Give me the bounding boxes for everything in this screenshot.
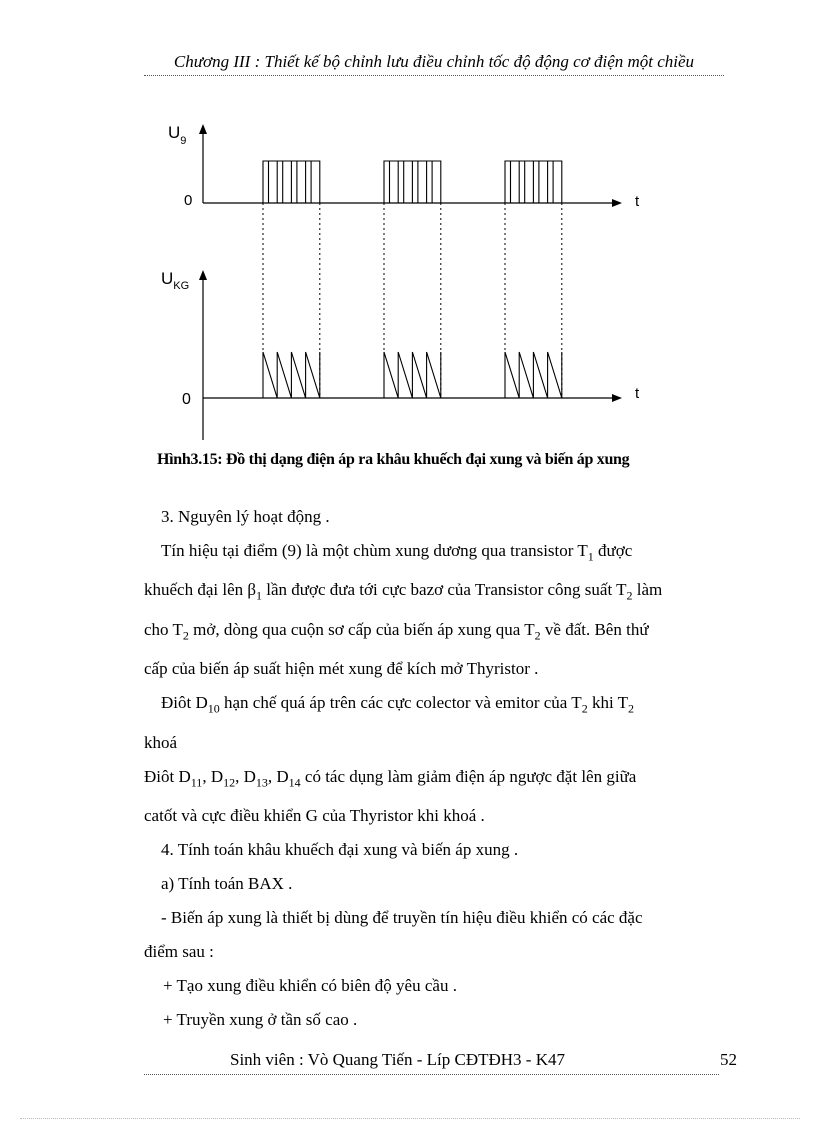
paragraph-line: khuếch đại lên $\beta_1$ lần được đưa tới cực bazơ của Transistor công suất $T_2$ làm xyxy=(144,580,663,603)
page-number: 52 xyxy=(720,1050,737,1069)
sawtooth-burst xyxy=(384,352,441,398)
pulse-burst xyxy=(384,161,441,203)
top-zero-label: 0 xyxy=(184,192,193,209)
figure-caption: Hình3.15: Đồ thị dạng điện áp ra khâu khuếch đại xung và biến áp xung xyxy=(157,451,630,468)
bottom-axis-label: $U_{KG}$ xyxy=(161,269,190,292)
bottom-y-arrow xyxy=(199,270,207,280)
section-4-heading: 4. Tính toán khâu khuếch đại xung và biến áp xung . xyxy=(161,839,519,859)
paragraph-line: - Biến áp xung là thiết bị dùng để truyền tín hiệu điều khiển có các đặc xyxy=(161,907,643,927)
footer-author: Sinh viên : Vò Quang Tiến - Líp CĐTĐH3 - K47 xyxy=(230,1050,565,1069)
figure-waveforms xyxy=(263,161,562,398)
waveform-figure xyxy=(150,116,650,446)
paragraph-line: catốt và cực điều khiển G của Thyristor khi khoá . xyxy=(144,805,485,825)
sawtooth-burst xyxy=(263,352,320,398)
top-x-arrow xyxy=(612,199,622,207)
bottom-zero-label: 0 xyxy=(182,391,191,408)
paragraph-line: điểm sau : xyxy=(144,941,214,961)
page-footer xyxy=(144,1050,737,1075)
paragraph-line: cấp của biến áp suất hiện mét xung để kích mở Thyristor . xyxy=(144,659,539,679)
paragraph-line: Điôt $D_{11}$, $D_{12}$, $D_{13}$, $D_{14}$ có tác dụng làm giảm điện áp ngược đặt lên giữa xyxy=(144,766,637,789)
pulse-burst xyxy=(263,161,320,203)
page-bottom-divider xyxy=(20,1118,800,1119)
paragraph-line: khoá xyxy=(144,732,178,752)
sawtooth-burst xyxy=(505,352,562,398)
page-header: Chương III : Thiết kế bộ chỉnh lưu điều chỉnh tốc độ động cơ điện một chiều xyxy=(144,52,724,76)
section-4a-heading: a) Tính toán BAX . xyxy=(161,873,293,893)
top-axis-label: $U_9$ xyxy=(168,123,187,147)
bottom-x-arrow xyxy=(612,394,622,402)
top-y-arrow xyxy=(199,124,207,134)
body-text xyxy=(144,500,719,1037)
bottom-time-label: t xyxy=(635,385,640,402)
section-3-heading: 3. Nguyên lý hoạt động . xyxy=(161,507,330,526)
paragraph-line: cho $T_2$ mở, dòng qua cuộn sơ cấp của biến áp xung qua $T_2$ về đất. Bên thứ xyxy=(144,619,649,643)
paragraph-line: Tín hiệu tại điểm (9) là một chùm xung dương qua transistor $T_1$ được xyxy=(161,541,633,564)
pulse-burst xyxy=(505,161,562,203)
top-time-label: t xyxy=(635,193,640,210)
bullet-item: + Truyền xung ở tần số cao . xyxy=(163,1009,358,1029)
bullet-item: + Tạo xung điều khiển có biên độ yêu cầu . xyxy=(163,975,457,995)
paragraph-line: Điôt $D_{10}$ hạn chế quá áp trên các cực colector và emitor của $T_2$ khi $T_2$ xyxy=(161,693,634,716)
